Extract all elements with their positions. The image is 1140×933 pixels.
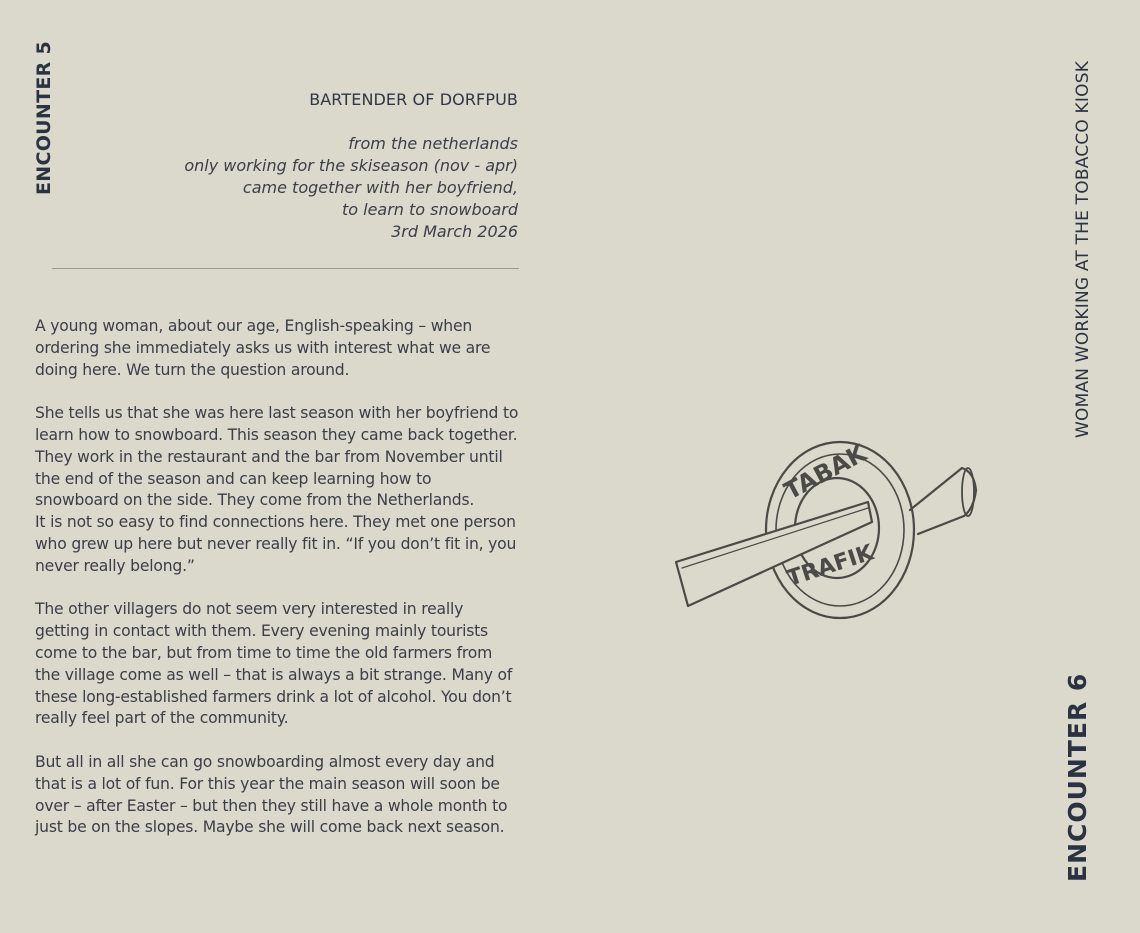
cigar-right <box>910 468 976 534</box>
detail-line: from the netherlands <box>348 134 518 153</box>
paragraph: But all in all she can go snowboarding almost every day and that is a lot of fun. For this year the main season will soon be over – after Easter – but then they still have a whole month to just be on the slopes. Maybe she will come back next season. <box>35 752 508 837</box>
divider <box>52 268 519 269</box>
paragraph: She tells us that she was here last season with her boyfriend to learn how to snowboard. This season they came back together. They work in the restaurant and the bar from November until the end of the season and can keep learning how to snowboard on the side. They come from the Netherlands. <box>35 404 519 510</box>
cigar-tip <box>962 468 974 516</box>
detail-line: came together with her boyfriend, <box>242 178 518 197</box>
encounter-6-subtitle: WOMAN WORKING AT THE TOBACCO KIOSK <box>1073 60 1093 438</box>
sign-text-top: TABAK <box>779 439 871 506</box>
detail-line: to learn to snowboard <box>341 200 518 219</box>
detail-date: 3rd March 2026 <box>391 222 518 241</box>
story-text <box>35 316 519 861</box>
encounter-header <box>98 90 518 243</box>
paragraph: The other villagers do not seem very interested in really getting in contact with them. Every evening mainly tourists come to the bar, but from time to time the old farmers from the village come as well – that is always a bit strange. Many of these long-established farmers drink a lot of alcohol. You don’t really feel part of the community. <box>35 600 513 728</box>
paragraph: A young woman, about our age, English-speaking – when ordering she immediately asks us with interest what we are doing here. We turn the question around. <box>35 317 491 379</box>
paragraph: It is not so easy to find connections here. They met one person who grew up here but never really fit in. “If you don’t fit in, you never really belong.” <box>35 513 517 575</box>
detail-line: only working for the skiseason (nov - apr) <box>184 156 518 175</box>
encounter-5-label: ENCOUNTER 5 <box>33 40 55 195</box>
encounter-title: BARTENDER OF DORFPUB <box>309 90 518 109</box>
tabak-trafik-sign-illustration <box>672 438 984 622</box>
encounter-6-label: ENCOUNTER 6 <box>1063 672 1092 882</box>
sign-text-bottom: TRAFIK <box>784 540 877 592</box>
